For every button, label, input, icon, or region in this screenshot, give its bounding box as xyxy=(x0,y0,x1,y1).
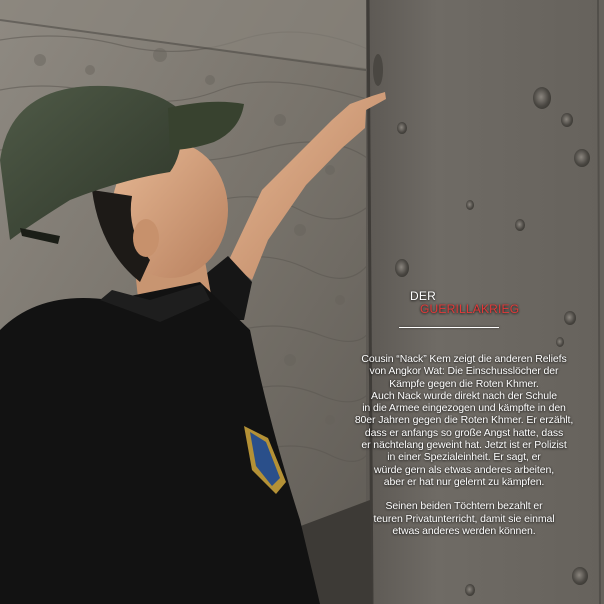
heading-divider xyxy=(399,327,499,328)
heading-line-2: GUERILLAKRIEG xyxy=(420,302,520,316)
section-heading xyxy=(410,290,570,316)
heading-line-1: DER xyxy=(410,289,436,303)
caption-paragraph-2: Seinen beiden Töchtern bezahlt er teuren Privatunterricht, damit sie einmal etwas anderes werden können. xyxy=(373,500,555,537)
caption-paragraph-1: Cousin “Nack” Kem zeigt die anderen Reliefs von Angkor Wat: Die Einschusslöcher der Kämpfe gegen die Roten Khmer. Auch Nack wurde direkt nach der Schule in die Armee eingezogen und kämpfte in den 80er Jahren gegen die Roten Khmer. Er erzählt, dass er anfangs so große Angst hatte, dass er nächtelang geweint hat. Jetzt ist er Polizist in einer Spezialeinheit. Er sagt, er würde gern als etwas anderes arbeiten, aber er hat nur gelernt zu kämpfen. xyxy=(354,353,574,488)
caption-block xyxy=(346,290,582,537)
